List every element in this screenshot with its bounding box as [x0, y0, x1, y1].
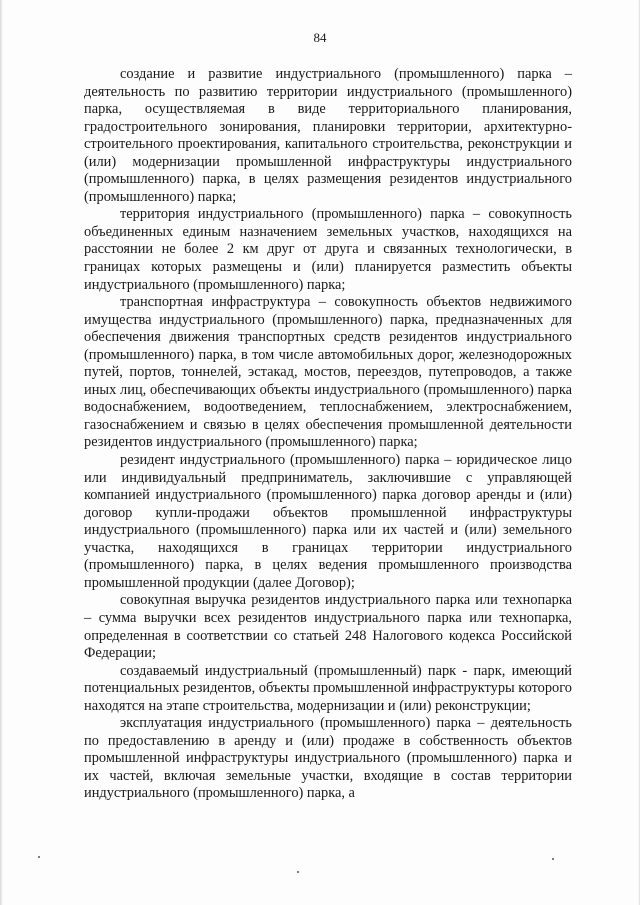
paragraph-transport-infrastructure: транспортная инфраструктура – совокупность объектов недвижимого имущества индустриального (промышленного) парка, предназначенных для обеспечения движения транспортных средств резидентов индустриального (промышленного) парка, в том числе автомобильных дорог, железнодорожных путей, портов, тоннелей, эстакад, мостов, переездов, путепроводов, а также иных лиц, обеспечивающих объекты индустриального (промышленного) парка водоснабжением, водоотведением, теплоснабжением, электроснабжением, газоснабжением и связью в целях обеспечения промышленной деятельности резидентов индустриального (промышленного) парка;	[84, 294, 572, 451]
scan-edge-left	[0, 0, 3, 905]
body-text	[84, 66, 572, 803]
scan-speck	[38, 856, 40, 858]
scan-speck	[297, 871, 299, 873]
scan-speck	[552, 858, 554, 860]
paragraph-total-revenue: совокупная выручка резидентов индустриального парка или технопарка – сумма выручки всех резидентов индустриального парка или технопарка, определенная в соответствии со статьей 248 Налогового кодекса Российской Федерации;	[84, 592, 572, 662]
paragraph-park-under-construction: создаваемый индустриальный (промышленный) парк - парк, имеющий потенциальных резидентов, объекты промышленной инфраструктуры которого находятся на этапе строительства, модернизации и (или) реконструкции;	[84, 662, 572, 714]
paragraph-park-territory: территория индустриального (промышленного) парка – совокупность объединенных единым назначением земельных участков, находящихся на расстоянии не более 2 км друг от друга и связанных технологически, в границах которых размещены и (или) планируется разместить объекты индустриального (промышленного) парка;	[84, 206, 572, 293]
paragraph-park-resident: резидент индустриального (промышленного) парка – юридическое лицо или индивидуальный предприниматель, заключившие с управляющей компанией индустриального (промышленного) парка договор аренды и (или) договор купли-продажи объектов промышленной инфраструктуры индустриального (промышленного) парка или их частей и (или) земельного участка, находящихся в границах территории индустриального (промышленного) парка, в целях ведения промышленного производства промышленной продукции (далее Договор);	[84, 452, 572, 591]
paragraph-park-operation: эксплуатация индустриального (промышленного) парка – деятельность по предоставлению в аренду и (или) продаже в собственность объектов промышленной инфраструктуры индустриального (промышленного) парка и их частей, включая земельные участки, входящие в состав территории индустриального (промышленного) парка, а	[84, 715, 572, 802]
paragraph-industrial-park-development: создание и развитие индустриального (промышленного) парка – деятельность по развитию территории индустриального (промышленного) парка, осуществляемая в виде территориального планирования, градостроительного зонирования, планировки территории, архитектурно-строительного проектирования, капитального строительства, реконструкции и (или) модернизации промышленной инфраструктуры индустриального (промышленного) парка, в целях размещения резидентов индустриального (промышленного) парка;	[84, 66, 572, 205]
page-number: 84	[313, 30, 327, 45]
